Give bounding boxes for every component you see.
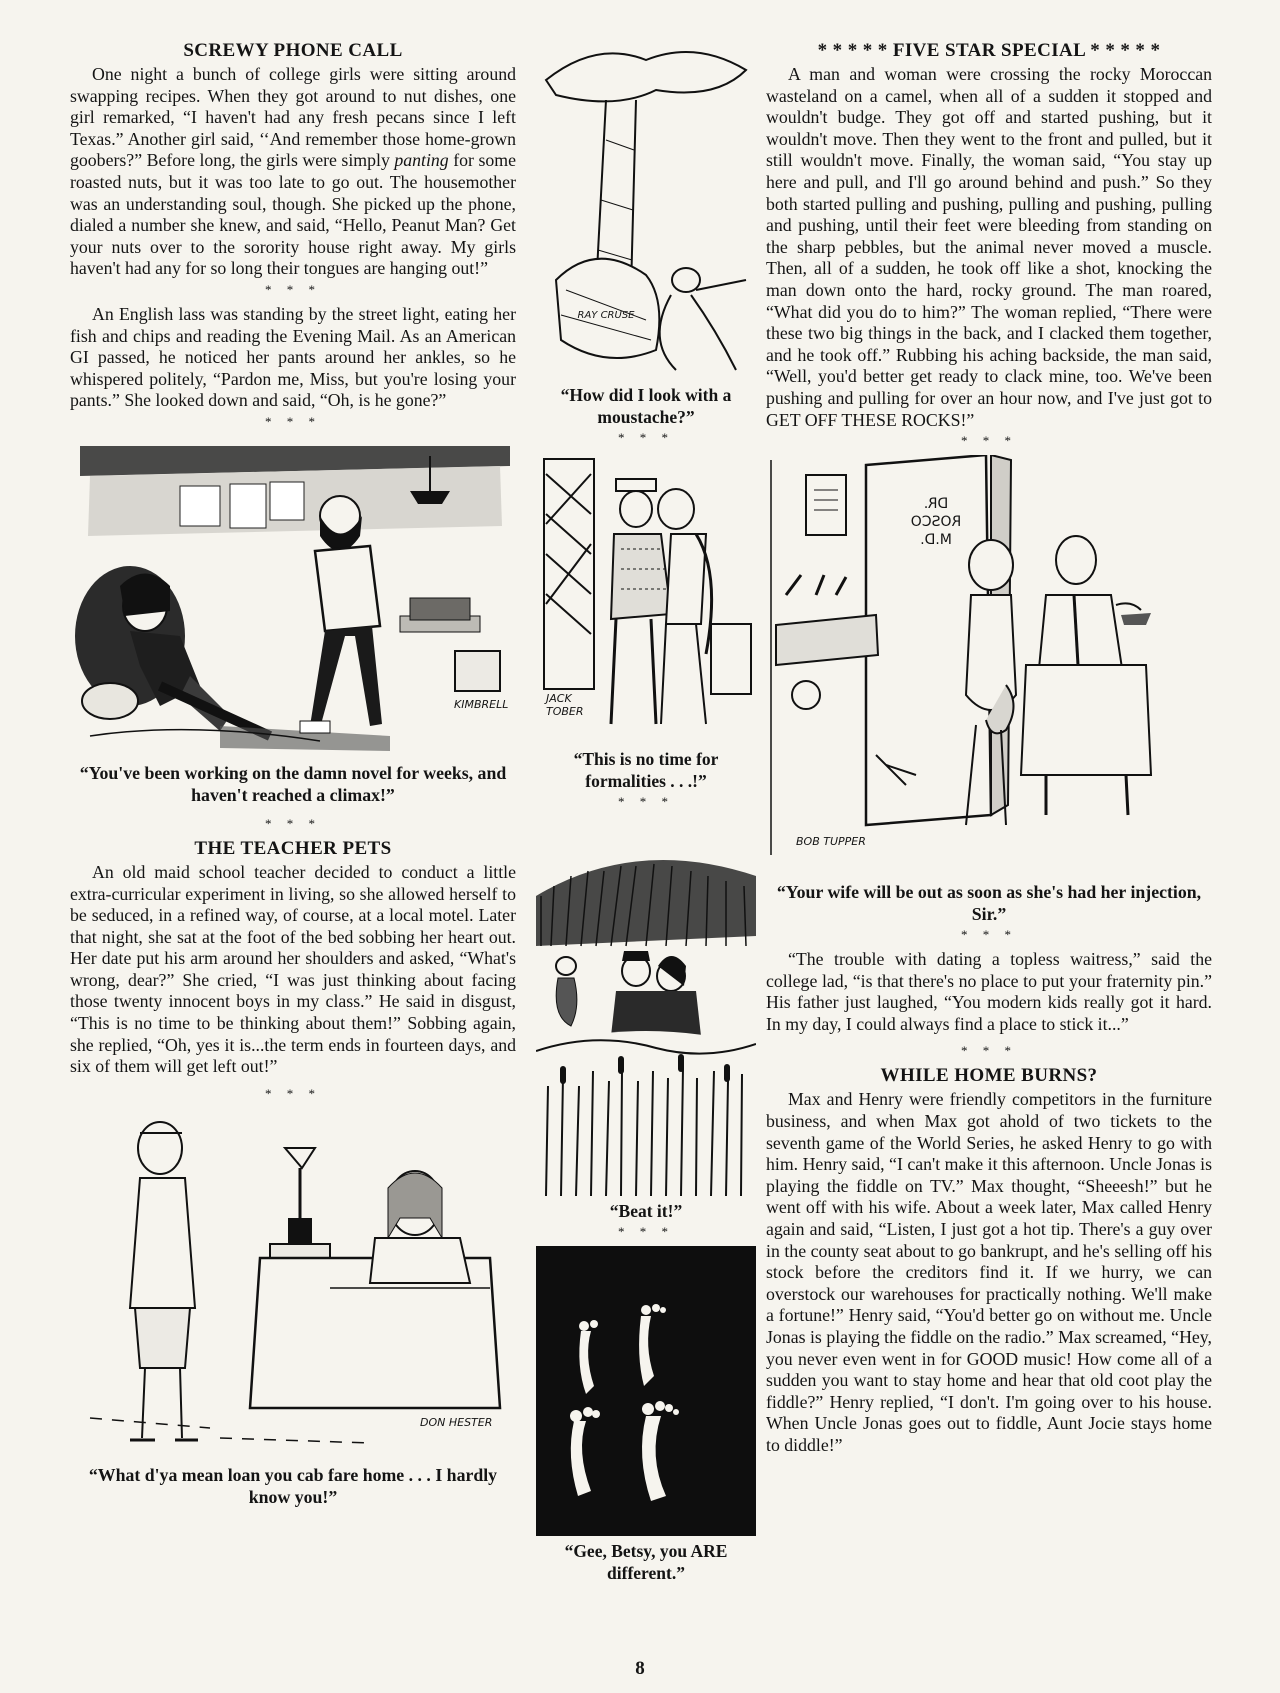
cartoonist-signature: BOB TUPPER [796,835,866,849]
joke-text: “The trouble with dating a topless waitress,” said the college lad, “is that there's no place to put your fraternity pin.” His father just laughed, “You modern kids really got it hard. In my day, I could always find a place to stick it...” [766,949,1212,1034]
story-text: Max and Henry were friendly competitors in the furniture business, and when Max got ahold of two tickets to the seventh game of the World Series, he asked Henry to go with him. Henry said, “I can't make it this afternoon. Uncle Jonas is playing the fiddle on TV.” Max thought, “Sheeesh!” but he went off with his wife. About a week later, Max called Henry again and said, “Listen, I just got a hot tip. There's a guy over in the county seat about to go bankrupt, and he's selling off his stock before the creditors find it. If we hurry, we can overstock our warehouses for practically nothing. We'll make a fortune!” Henry said, “You'd better go on without me. Uncle Jonas is playing the fiddle on the radio.” Max screamed, “Hey, you never even went in for GOOD music! How come all of a sudden you want to stay home and hear that old coot play the fiddle?” Henry replied, “I don't. I'm going over to his house. When Uncle Jonas goes out to fiddle, Aunt Jocie stays home to diddle!” [766,1089,1212,1455]
separator-stars: * * * [265,413,321,429]
story-title: WHILE HOME BURNS? [880,1065,1098,1087]
cartoon-caption: “Beat it!” [609,1201,683,1221]
cartoon-caption: “This is no time for formalities . . .!” [573,749,719,791]
story-title: * * * * * FIVE STAR SPECIAL * * * * * [817,40,1161,61]
separator-stars: * * * [961,1043,1017,1059]
story-title: SCREWY PHONE CALL [183,40,403,61]
cartoon-caption: “What d'ya mean loan you cab fare home . . . I hardly know you!” [88,1464,498,1507]
cartoon-caption: “Your wife will be out as soon as she's had her injection, Sir.” [776,882,1202,925]
separator-stars: * * * [961,927,1017,943]
separator-stars: * * * [618,1224,674,1239]
joke-text: An English lass was standing by the street light, eating her fish and chips and reading the Evening Mail. As an American GI passed, he noticed her pants around her ankles, so he whispered politely, “Pardon me, Miss, but you're losing your pants.” She looked down and said, “Oh, is he gone?” [70,303,516,411]
story-title: THE TEACHER PETS [194,837,392,859]
story-text: An old maid school teacher decided to conduct a little extra-curricular experiment in living, so she allowed herself to be seduced, in a refined way, of course, at a local motel. Later that night, she sat at the foot of the bed sobbing her heart out. Her date put his arm around her shoulders and asked, “What's wrong, dear?” She cried, “I was just thinking about facing those twenty innocent boys in my class.” He said in disgust, “This is no time to be thinking about them!” Sobbing again, she replied, “Oh, yes it is...the term ends in fourteen days, and six of them will get left out!” [70,861,516,1077]
cartoon-novelist-illustration [70,436,516,756]
page-number: 8 [635,1658,645,1679]
separator-stars: * * * [265,281,321,297]
cartoon-caption: “Gee, Betsy, you ARE different.” [564,1541,728,1583]
story-text: A man and woman were crossing the rocky Moroccan wasteland on a camel, when all of a sudden it stopped and wouldn't budge. They got off and started pushing, but it wouldn't move. Then they went to the front and pulled, but it still wouldn't move. Finally, the woman said, “You stay up here and pull, and I'll go around behind and push.” So they both started pulling and pushing, pulling and pushing, pulling and pushing, until their feet were bleeding from standing on the sharp pebbles, but the animal never moved a muscle. Then, all of a sudden, he took off like a shot, knocking the man down onto the hard, rocky ground. The man roared, “What did you do to him?” The woman replied, “There were these two big things in the back, and I clacked them together, and he took off.” Rubbing his aching backside, the man said, “Well, you'd better get ready to clack mine, too. We've been pushing and pulling for over an hour now, and I've just got to GET OFF THESE ROCKS!” [766,64,1212,430]
separator-stars: * * * [618,794,674,809]
footprints-icon [536,1246,756,1536]
cartoonist-signature: DON HESTER [420,1415,493,1429]
story-text: One night a bunch of college girls were sitting around swapping recipes. When they got around to nut dishes, one girl remarked, “I haven't had any fresh pecans since I left Texas.” Another girl said, ‘‘And remember those home-grown goobers?” Before long, the girls were simply panting for some roasted nuts, but it was too late to go out. The housemother was an understanding soul, though. She picked up the phone, dialed a number she knew, and said, “Hello, Peanut Man? Get your nuts over to the sorority house right away. My girls haven't had any for so long their tongues are hanging out!” [70,64,516,279]
tree-carving-text: RAY CRUSE [577,310,635,321]
middle-column [536,40,756,1584]
door-sign: DR. ROSCO M.D. [910,496,962,549]
cartoonist-signature: JACK TOBER [546,692,584,718]
cartoon-tree [536,40,756,380]
separator-stars: * * * [618,430,674,445]
cartoon-doctor-office [766,455,1212,875]
cartoon-footprints [536,1246,756,1536]
cartoon-formalities [536,454,756,744]
cartoon-bedroom-illustration [70,1108,516,1458]
separator-stars: * * * [961,433,1017,449]
left-column [70,40,516,1508]
cartoon-caption: “You've been working on the damn novel for weeks, and haven't reached a climax!” [79,762,507,805]
cartoonist-signature: KIMBRELL [454,697,509,711]
cartoon-duck-hunters [536,816,756,1196]
separator-stars: * * * [265,1085,321,1101]
cartoon-novelist [70,436,516,756]
cartoon-tree-illustration [536,40,756,380]
cartoon-doctor-office-illustration [766,455,1212,875]
separator-stars: * * * [265,815,321,831]
cartoon-duck-hunters-illustration [536,816,756,1196]
right-column [766,40,1212,1457]
cartoon-bedroom [70,1108,516,1458]
cartoon-caption: “How did I look with a moustache?” [560,385,732,427]
